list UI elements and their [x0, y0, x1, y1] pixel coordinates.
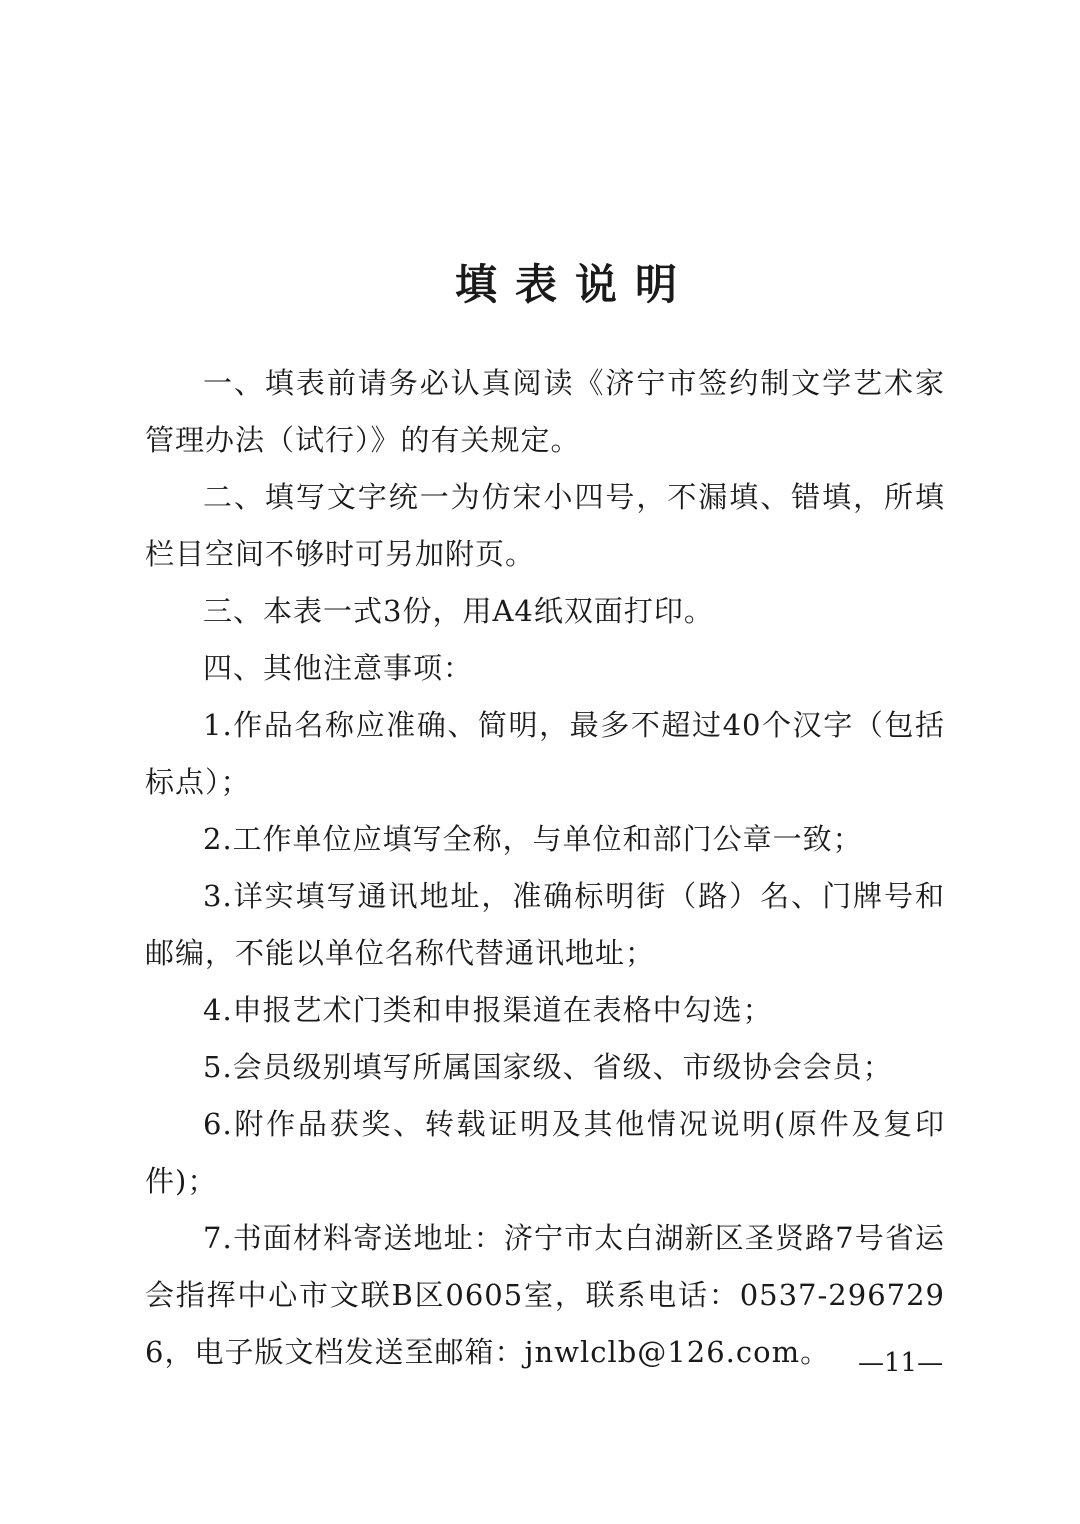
document-title: 填表说明: [454, 260, 695, 309]
paragraph-2: 二、填写文字统一为仿宋小四号，不漏填、错填，所填栏目空间不够时可另加附页。: [145, 480, 945, 571]
paragraph-3: 三、本表一式3份，用A4纸双面打印。: [203, 594, 714, 628]
paragraph-5: 1.作品名称应准确、简明，最多不超过40个汉字（包括标点）；: [145, 708, 945, 799]
paragraph-11: 7.书面材料寄送地址：济宁市太白湖新区圣贤路7号省运会指挥中心市文联B区0605室，联系电话：0537-2967296，电子版文档发送至邮箱：jnwlclb@126.com。: [145, 1221, 945, 1369]
paragraph-4: 四、其他注意事项：: [203, 651, 474, 685]
paragraph-7: 3.详实填写通讯地址，准确标明街（路）名、门牌号和邮编，不能以单位名称代替通讯地址；: [145, 879, 945, 970]
page-number: —11—: [858, 1348, 944, 1378]
paragraph-1: 一、填表前请务必认真阅读《济宁市签约制文学艺术家管理办法（试行）》的有关规定。: [145, 366, 945, 457]
paragraph-9: 5.会员级别填写所属国家级、省级、市级协会会员；: [203, 1050, 893, 1084]
paragraph-6: 2.工作单位应填写全称，与单位和部门公章一致；: [203, 822, 863, 856]
document-body: [145, 355, 945, 1381]
paragraph-10: 6.附作品获奖、转载证明及其他情况说明(原件及复印件)；: [145, 1107, 945, 1198]
paragraph-8: 4.申报艺术门类和申报渠道在表格中勾选；: [203, 993, 773, 1027]
